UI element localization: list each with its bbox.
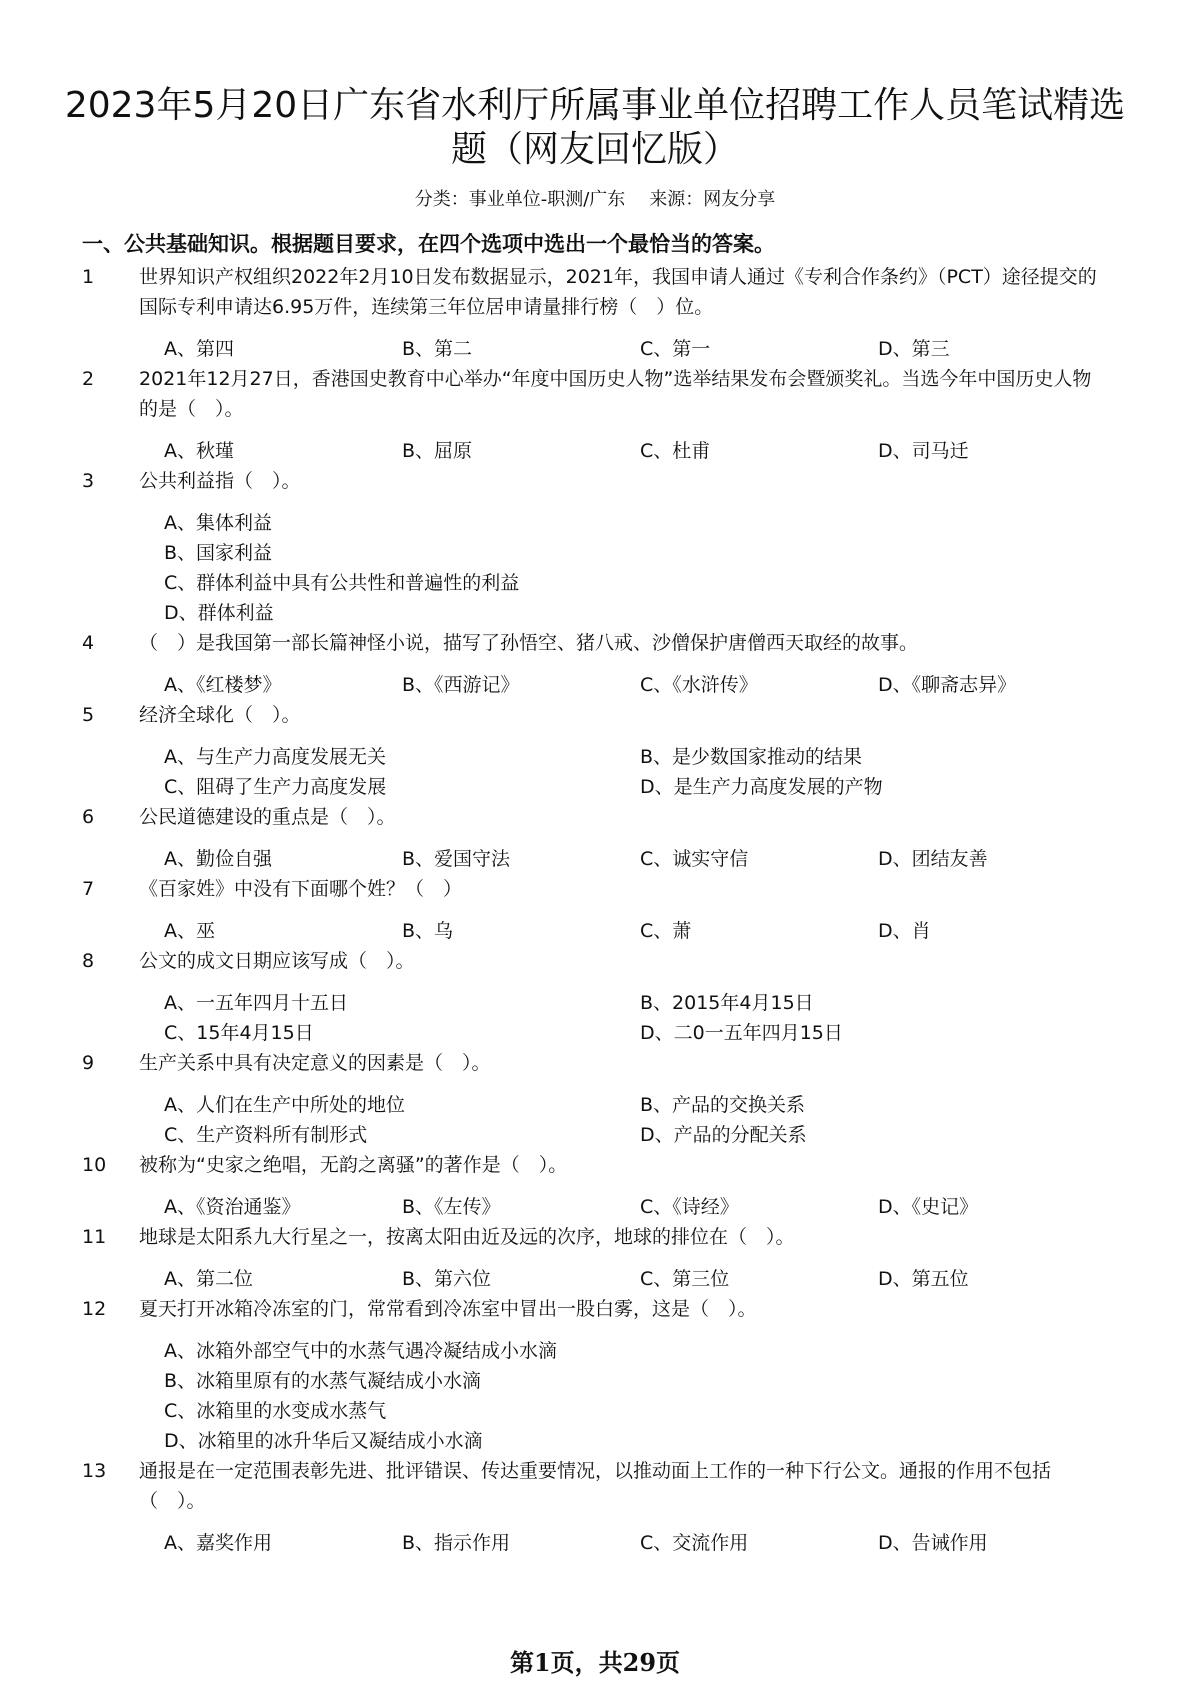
answer-option: D、团结友善 <box>878 848 988 870</box>
question-item <box>82 700 1102 802</box>
answer-option: A、巫 <box>164 920 215 942</box>
option-list <box>164 1336 1102 1456</box>
answer-option: D、二0一五年四月15日 <box>640 1022 843 1044</box>
answer-option: C、生产资料所有制形式 <box>164 1124 368 1146</box>
question-number: 12 <box>82 1298 107 1320</box>
question-row <box>82 874 1102 904</box>
question-number: 1 <box>82 266 95 288</box>
answer-option: B、2015年4月15日 <box>640 992 814 1014</box>
question-text: 公共利益指（ ）。 <box>139 470 301 492</box>
answer-option: A、勤俭自强 <box>164 848 272 870</box>
answer-option: A、人们在生产中所处的地位 <box>164 1094 405 1116</box>
answer-option: A、第四 <box>164 338 234 360</box>
option-list <box>164 1528 1102 1558</box>
option-list <box>164 508 1102 628</box>
answer-option: D、是生产力高度发展的产物 <box>640 776 883 798</box>
question-row <box>82 802 1102 832</box>
question-item <box>82 874 1102 946</box>
question-row <box>82 1150 1102 1180</box>
answer-option: A、冰箱外部空气中的水蒸气遇冷凝结成小水滴 <box>164 1340 557 1362</box>
page-footer: 第1页，共29页 <box>509 1648 681 1677</box>
question-text: 夏天打开冰箱冷冻室的门，常常看到冷冻室中冒出一股白雾，这是（ ）。 <box>139 1298 757 1320</box>
answer-option: C、15年4月15日 <box>164 1022 314 1044</box>
question-item <box>82 1294 1102 1456</box>
option-list <box>164 742 1102 802</box>
answer-option: C、交流作用 <box>640 1532 749 1554</box>
question-item <box>82 364 1102 466</box>
answer-option: B、《西游记》 <box>402 674 520 696</box>
answer-option: D、肖 <box>878 920 931 942</box>
option-list <box>164 988 1102 1048</box>
answer-option: D、第三 <box>878 338 950 360</box>
answer-option: D、告诫作用 <box>878 1532 988 1554</box>
document-meta <box>0 185 1190 211</box>
answer-option: D、司马迁 <box>878 440 969 462</box>
question-text: 2021年12月27日，香港国史教育中心举办“年度中国历史人物”选举结果发布会暨颁奖礼。当选今年中国历史人物的是（ ）。 <box>139 368 1092 420</box>
question-text: 地球是太阳系九大行星之一，按离太阳由近及远的次序，地球的排位在（ ）。 <box>139 1226 795 1248</box>
question-text: 公文的成文日期应该写成（ ）。 <box>139 950 415 972</box>
answer-option: B、指示作用 <box>402 1532 511 1554</box>
answer-option: C、《水浒传》 <box>640 674 758 696</box>
answer-option: C、《诗经》 <box>640 1196 739 1218</box>
question-item <box>82 628 1102 700</box>
answer-option: A、秋瑾 <box>164 440 234 462</box>
option-list <box>164 1090 1102 1150</box>
answer-option: D、第五位 <box>878 1268 969 1290</box>
answer-option: A、《资治通鉴》 <box>164 1196 301 1218</box>
answer-option: C、第三位 <box>640 1268 730 1290</box>
answer-option: B、国家利益 <box>164 542 273 564</box>
question-text: 世界知识产权组织2022年2月10日发布数据显示，2021年，我国申请人通过《专利合作条约》（PCT）途径提交的国际专利申请达6.95万件，连续第三年位居申请量排行榜（ ）位。 <box>139 266 1097 318</box>
question-number: 7 <box>82 878 95 900</box>
answer-option: B、第二 <box>402 338 473 360</box>
answer-option: C、阻碍了生产力高度发展 <box>164 776 387 798</box>
question-item <box>82 1150 1102 1222</box>
question-row <box>82 262 1102 322</box>
option-list <box>164 916 1102 946</box>
answer-option: A、《红楼梦》 <box>164 674 282 696</box>
question-row <box>82 628 1102 658</box>
answer-option: B、冰箱里原有的水蒸气凝结成小水滴 <box>164 1370 482 1392</box>
answer-option: B、第六位 <box>402 1268 492 1290</box>
question-item <box>82 1048 1102 1150</box>
question-item <box>82 1222 1102 1294</box>
answer-option: B、屈原 <box>402 440 473 462</box>
question-list <box>82 262 1102 1558</box>
question-number: 2 <box>82 368 95 390</box>
question-text: 通报是在一定范围表彰先进、批评错误、传达重要情况，以推动面上工作的一种下行公文。通报的作用不包括（ ）。 <box>139 1460 1052 1512</box>
answer-option: D、《史记》 <box>878 1196 979 1218</box>
question-row <box>82 1294 1102 1324</box>
answer-option: C、杜甫 <box>640 440 711 462</box>
option-list <box>164 844 1102 874</box>
question-number: 13 <box>82 1460 107 1482</box>
answer-option: A、第二位 <box>164 1268 253 1290</box>
answer-option: A、集体利益 <box>164 512 272 534</box>
document-title: 2023年5月20日广东省水利厅所属事业单位招聘工作人员笔试精选题（网友回忆版） <box>64 85 1126 170</box>
answer-option: B、《左传》 <box>402 1196 501 1218</box>
answer-option: D、《聊斋志异》 <box>878 674 1017 696</box>
question-text: 被称为“史家之绝唱，无韵之离骚”的著作是（ ）。 <box>139 1154 568 1176</box>
question-item <box>82 466 1102 628</box>
answer-option: C、群体利益中具有公共性和普遍性的利益 <box>164 572 520 594</box>
category-label: 分类：事业单位-职测/广东 <box>414 189 626 210</box>
question-number: 10 <box>82 1154 107 1176</box>
question-row <box>82 466 1102 496</box>
question-number: 11 <box>82 1226 107 1248</box>
answer-option: B、是少数国家推动的结果 <box>640 746 863 768</box>
source-label: 来源：网友分享 <box>649 189 776 210</box>
question-row <box>82 1456 1102 1516</box>
question-text: 经济全球化（ ）。 <box>139 704 301 726</box>
option-list <box>164 436 1102 466</box>
question-item <box>82 946 1102 1048</box>
question-number: 3 <box>82 470 95 492</box>
question-number: 8 <box>82 950 95 972</box>
question-row <box>82 1048 1102 1078</box>
question-text: （ ）是我国第一部长篇神怪小说，描写了孙悟空、猪八戒、沙僧保护唐僧西天取经的故事。 <box>139 632 919 654</box>
question-row <box>82 946 1102 976</box>
question-text: 公民道德建设的重点是（ ）。 <box>139 806 396 828</box>
question-text: 《百家姓》中没有下面哪个姓？（ ） <box>139 878 463 900</box>
question-number: 6 <box>82 806 95 828</box>
option-list <box>164 1264 1102 1294</box>
question-item <box>82 1456 1102 1558</box>
question-row <box>82 700 1102 730</box>
section-heading: 一、公共基础知识。根据题目要求，在四个选项中选出一个最恰当的答案。 <box>82 232 775 256</box>
answer-option: D、产品的分配关系 <box>640 1124 807 1146</box>
answer-option: C、萧 <box>640 920 692 942</box>
answer-option: A、一五年四月十五日 <box>164 992 348 1014</box>
question-number: 9 <box>82 1052 95 1074</box>
answer-option: B、爱国守法 <box>402 848 511 870</box>
answer-option: A、与生产力高度发展无关 <box>164 746 386 768</box>
question-number: 4 <box>82 632 95 654</box>
answer-option: B、乌 <box>402 920 454 942</box>
option-list <box>164 334 1102 364</box>
answer-option: A、嘉奖作用 <box>164 1532 272 1554</box>
question-row <box>82 1222 1102 1252</box>
option-list <box>164 670 1102 700</box>
question-number: 5 <box>82 704 95 726</box>
answer-option: C、诚实守信 <box>640 848 749 870</box>
answer-option: C、冰箱里的水变成水蒸气 <box>164 1400 387 1422</box>
question-item <box>82 802 1102 874</box>
option-list <box>164 1192 1102 1222</box>
question-text: 生产关系中具有决定意义的因素是（ ）。 <box>139 1052 491 1074</box>
answer-option: D、群体利益 <box>164 602 274 624</box>
answer-option: B、产品的交换关系 <box>640 1094 806 1116</box>
question-row <box>82 364 1102 424</box>
answer-option: C、第一 <box>640 338 711 360</box>
answer-option: D、冰箱里的冰升华后又凝结成小水滴 <box>164 1430 483 1452</box>
question-item <box>82 262 1102 364</box>
